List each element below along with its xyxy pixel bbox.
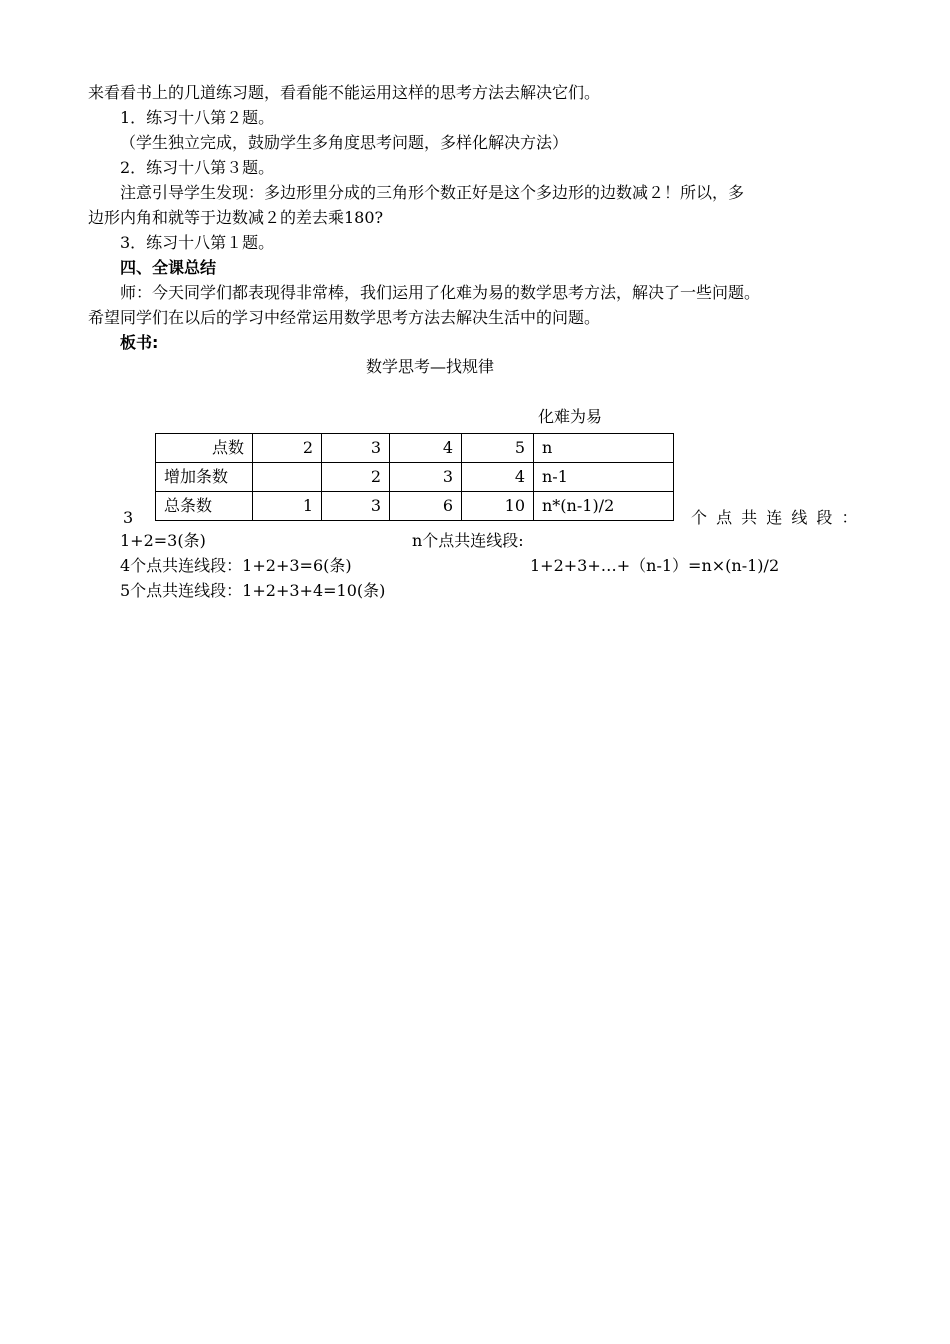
table-cell: 3 xyxy=(322,434,390,463)
table-row xyxy=(156,434,674,463)
pattern-table xyxy=(155,433,674,521)
table-cell: n-1 xyxy=(534,463,674,492)
table-row xyxy=(156,492,674,521)
table-cell: n*(n-1)/2 xyxy=(534,492,674,521)
board-title: 数学思考—找规律 xyxy=(366,357,495,376)
guidance-paragraph-line2: 边形内角和就等于边数减２的差去乘180? xyxy=(88,208,384,227)
table-cell: 4 xyxy=(462,463,534,492)
table-cell: 5 xyxy=(462,434,534,463)
guidance-paragraph-line1: 注意引导学生发现：多边形里分成的三角形个数正好是这个多边形的边数减２！所以，多 xyxy=(120,183,745,202)
paragraph-intro: 来看看书上的几道练习题，看看能不能运用这样的思考方法去解决它们。 xyxy=(88,83,601,102)
table-cell: 1 xyxy=(253,492,322,521)
table-cell: 2 xyxy=(322,463,390,492)
n-points-formula: 1+2+3+…+（n-1）=n×(n-1)/2 xyxy=(530,556,780,575)
exercise-item-2: 2．练习十八第３题。 xyxy=(120,158,275,177)
board-label: 板书: xyxy=(120,333,159,352)
n-points-caption: n个点共连线段: xyxy=(412,531,524,550)
exercise-note: （学生独立完成，鼓励学生多角度思考问题，多样化解决方法） xyxy=(120,133,569,152)
section-heading: 四、全课总结 xyxy=(120,258,217,277)
four-points-formula: 4个点共连线段：1+2+3=6(条) xyxy=(120,556,352,575)
table-cell: n xyxy=(534,434,674,463)
table-cell: 6 xyxy=(390,492,462,521)
row-header-added: 增加条数 xyxy=(156,463,253,492)
exercise-item-1: 1．练习十八第２题。 xyxy=(120,108,275,127)
row-header-total: 总条数 xyxy=(156,492,253,521)
table-row xyxy=(156,463,674,492)
table-cell: 3 xyxy=(322,492,390,521)
table-cell: 10 xyxy=(462,492,534,521)
table-cell: 3 xyxy=(390,463,462,492)
exercise-item-3: 3．练习十八第１题。 xyxy=(120,233,275,252)
row-header-points: 点数 xyxy=(156,434,253,463)
board-subtitle: 化难为易 xyxy=(538,407,603,426)
table-cell xyxy=(253,463,322,492)
summary-paragraph-line1: 师：今天同学们都表现得非常棒，我们运用了化难为易的数学思考方法，解决了一些问题。 xyxy=(120,283,761,302)
table-cell: 2 xyxy=(253,434,322,463)
segments-caption: 个 点 共 连 线 段 ： xyxy=(691,508,860,527)
three-points-formula: 1+2=3(条) xyxy=(120,531,206,550)
table-cell: 4 xyxy=(390,434,462,463)
five-points-formula: 5个点共连线段：1+2+3+4=10(条) xyxy=(120,581,386,600)
summary-paragraph-line2: 希望同学们在以后的学习中经常运用数学思考方法去解决生活中的问题。 xyxy=(88,308,601,327)
three-points-label: 3 xyxy=(123,508,134,527)
